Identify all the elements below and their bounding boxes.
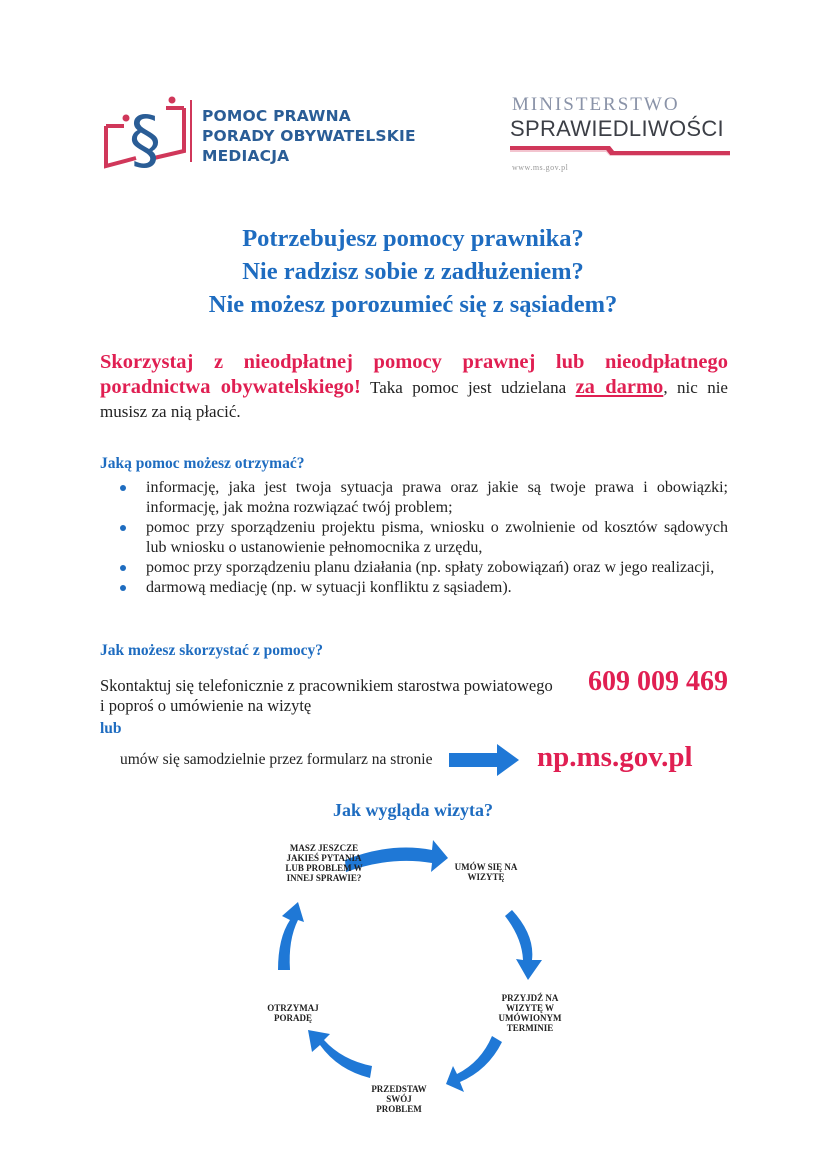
step-get-advice: OTRZYMAJ PORADĘ bbox=[267, 1003, 319, 1023]
step-book-visit: UMÓW SIĘ NA WIZYTĘ bbox=[454, 862, 518, 882]
list-item bbox=[100, 558, 728, 578]
logo-text bbox=[202, 106, 416, 166]
or-label: lub bbox=[100, 720, 122, 737]
bullet-icon bbox=[120, 485, 126, 491]
ministry-url: www.ms.gov.pl bbox=[512, 163, 569, 172]
paragraph-book-icon bbox=[100, 96, 190, 176]
intro-paragraph bbox=[100, 350, 728, 424]
cycle-arrow-icon bbox=[278, 902, 304, 970]
intro-tail: , nic nie musisz za nią płacić. bbox=[100, 378, 728, 421]
flag-ribbon-icon bbox=[510, 144, 730, 158]
step-present-problem: PRZEDSTAW SWÓJ PROBLEM bbox=[371, 1084, 427, 1114]
phone-text-2: i poproś o umówienie na wizytę bbox=[100, 696, 312, 715]
step-attend-visit: PRZYJDŹ NA WIZYTĘ W UMÓWIONYM TERMINIE bbox=[498, 993, 562, 1033]
cycle-arrow-icon bbox=[505, 910, 542, 980]
intro-highlight: Skorzystaj z nieodpłatnej pomocy prawnej lub nieodpłatnego poradnictwa obywatelskiego! bbox=[100, 351, 728, 398]
list-item-text: darmową mediację (np. w sytuacji konfliktu z sąsiadem). bbox=[146, 579, 512, 596]
phone-number[interactable]: 609 009 469 bbox=[588, 666, 728, 697]
intro-text: Taka pomoc jest udzielana bbox=[360, 378, 576, 397]
headline bbox=[0, 222, 826, 321]
ministry-name-line1: MINISTERSTWO bbox=[512, 94, 680, 115]
list-item bbox=[100, 478, 728, 518]
phone-text: Skontaktuj się telefonicznie z pracownikiem starostwa powiatowego bbox=[100, 676, 553, 695]
logo-line-2: PORADY OBYWATELSKIE bbox=[202, 127, 416, 145]
svg-text:§: § bbox=[129, 104, 161, 176]
web-text: umów się samodzielnie przez formularz na stronie bbox=[120, 751, 433, 768]
headline-line-2: Nie radzisz sobie z zadłużeniem? bbox=[242, 258, 584, 285]
help-list bbox=[100, 478, 728, 598]
cycle-arrow-icon bbox=[446, 1036, 502, 1092]
free-emphasis: za darmo bbox=[575, 376, 664, 398]
visit-title: Jak wygląda wizyta? bbox=[332, 800, 493, 820]
bullet-icon bbox=[120, 585, 126, 591]
cycle-arrow-icon bbox=[308, 1030, 372, 1078]
logo-divider bbox=[190, 100, 192, 162]
arrow-right-icon bbox=[449, 744, 521, 776]
list-item-text: pomoc przy sporządzeniu planu działania (np. spłaty zobowiązań) oraz w jego realizacji, bbox=[146, 559, 715, 576]
ministry-name-line2: SPRAWIEDLIWOŚCI bbox=[510, 116, 724, 141]
help-section-title: Jaką pomoc możesz otrzymać? bbox=[100, 455, 305, 472]
logo-line-3: MEDIACJA bbox=[202, 147, 290, 165]
bullet-icon bbox=[120, 525, 126, 531]
headline-line-1: Potrzebujesz pomocy prawnika? bbox=[242, 225, 584, 252]
list-item bbox=[100, 518, 728, 558]
step-more-questions: MASZ JESZCZE JAKIEŚ PYTANIA LUB PROBLEM W INNEJ SPRAWIE? bbox=[285, 843, 363, 883]
contact-section-title: Jak możesz skorzystać z pomocy? bbox=[100, 642, 323, 659]
website-link[interactable]: np.ms.gov.pl bbox=[537, 741, 693, 773]
list-item bbox=[100, 578, 728, 598]
bullet-icon bbox=[120, 565, 126, 571]
list-item-text: pomoc przy sporządzeniu projektu pisma, wniosku o zwolnienie od kosztów sądowych lub wniosku o ustanowienie pełnomocnika z urzędu, bbox=[146, 519, 728, 556]
headline-line-3: Nie możesz porozumieć się z sąsiadem? bbox=[208, 291, 618, 318]
logo-line-1: POMOC PRAWNA bbox=[202, 107, 351, 125]
list-item-text: informację, jaka jest twoja sytuacja prawa oraz jakie są twoje prawa i obowiązki; informację, jak można rozwiązać twój problem; bbox=[146, 479, 728, 516]
